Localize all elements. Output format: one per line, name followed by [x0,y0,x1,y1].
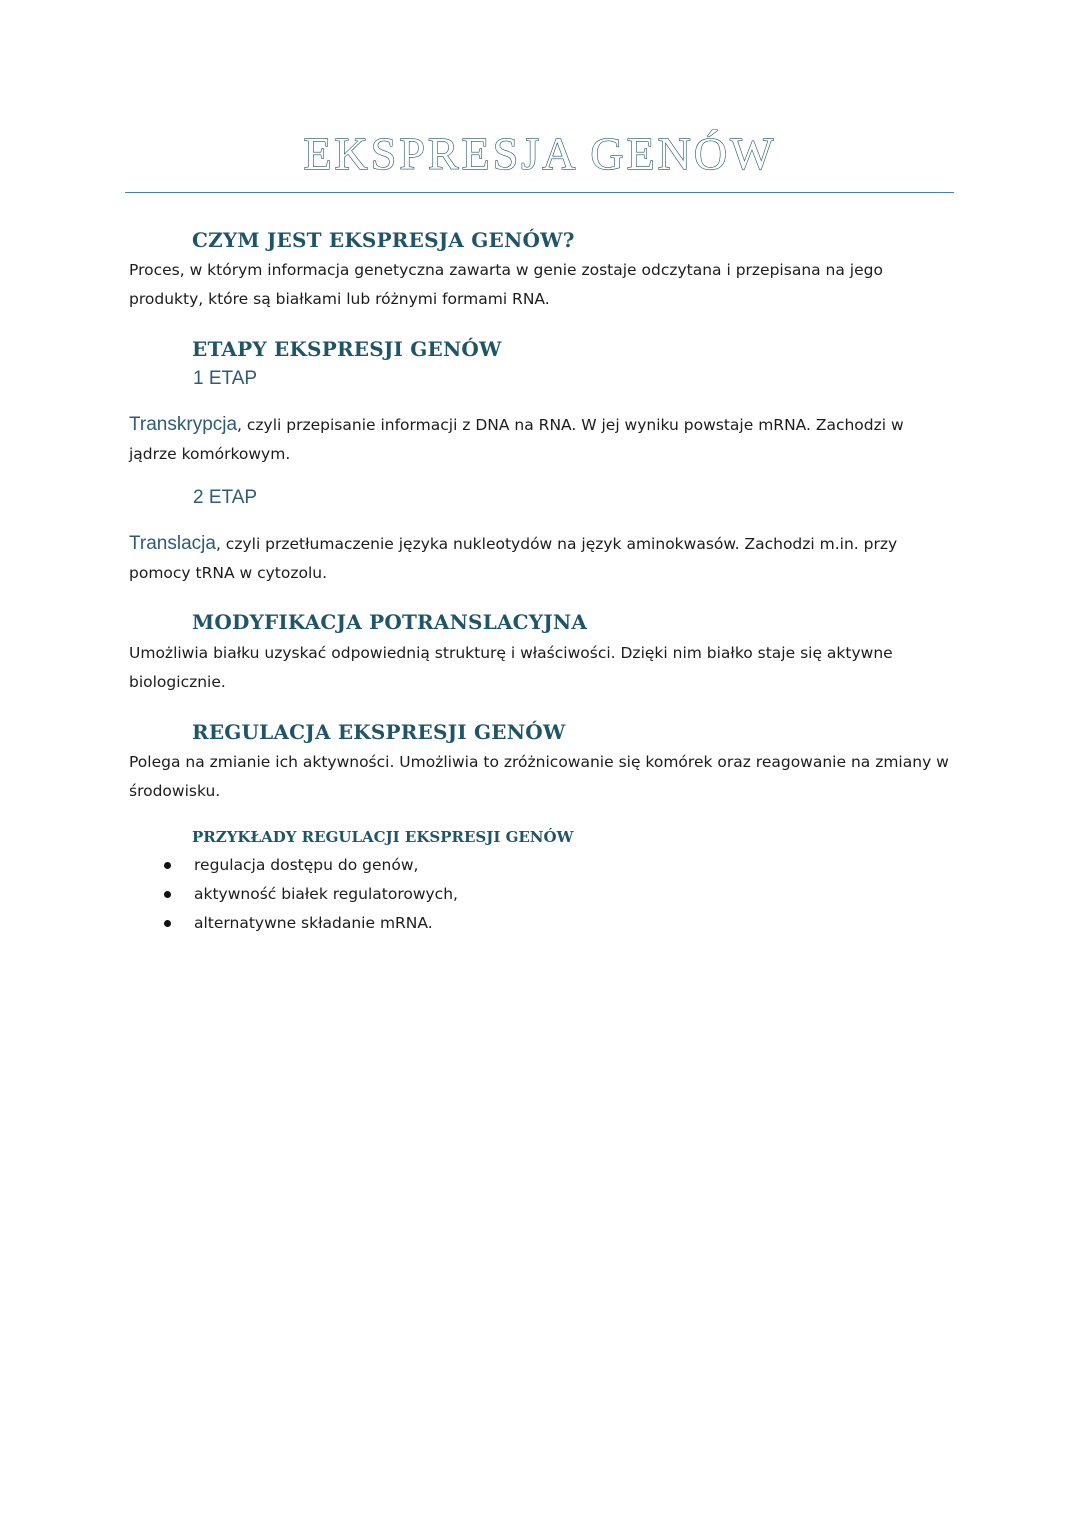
list-item-text: aktywność białek regulatorowych, [194,885,458,903]
paragraph-regulation: Polega na zmianie ich aktywności. Umożliwia to zróżnicowanie się komórek oraz reagowanie na zmiany w środowisku. [129,753,949,800]
list-item-text: regulacja dostępu do genów, [194,856,419,874]
term-translacja: Translacja [129,533,216,554]
list-item-text: alternatywne składanie mRNA. [194,914,433,932]
heading-what-is: CZYM JEST EKSPRESJA GENÓW? [192,228,575,252]
heading-regulation-examples: PRZYKŁADY REGULACJI EKSPRESJI GENÓW [192,828,574,846]
list-item [160,851,458,880]
paragraph-stage-2 [129,529,949,588]
stage-2-text: , czyli przetłumaczenie języka nukleotydów na język aminokwasów. Zachodzi m.in. przy pomocy tRNA w cytozolu. [129,535,898,582]
heading-regulation: REGULACJA EKSPRESJI GENÓW [192,720,566,744]
bullet-icon [164,891,171,898]
stage-1-text: , czyli przepisanie informacji z DNA na RNA. W jej wyniku powstaje mRNA. Zachodzi w jądrze komórkowym. [129,416,904,463]
stage-2-label: 2 ETAP [193,487,258,508]
paragraph-stage-1 [129,410,949,469]
stage-1-label: 1 ETAP [193,368,258,389]
page-title: EKSPRESJA GENÓW [303,128,777,179]
term-transkrypcja: Transkrypcja [129,414,238,435]
paragraph-modification: Umożliwia białku uzyskać odpowiednią strukturę i właściwości. Dzięki nim białko staje się aktywne biologicznie. [129,644,893,691]
list-item [160,909,458,938]
heading-modification: MODYFIKACJA POTRANSLACYJNA [192,610,588,634]
title-divider [125,192,954,193]
examples-list [160,851,458,938]
heading-stages: ETAPY EKSPRESJI GENÓW [192,337,502,361]
paragraph-what-is: Proces, w którym informacja genetyczna zawarta w genie zostaje odczytana i przepisana na jego produkty, które są białkami lub różnymi formami RNA. [129,261,883,308]
list-item [160,880,458,909]
bullet-icon [164,920,171,927]
bullet-icon [164,862,171,869]
